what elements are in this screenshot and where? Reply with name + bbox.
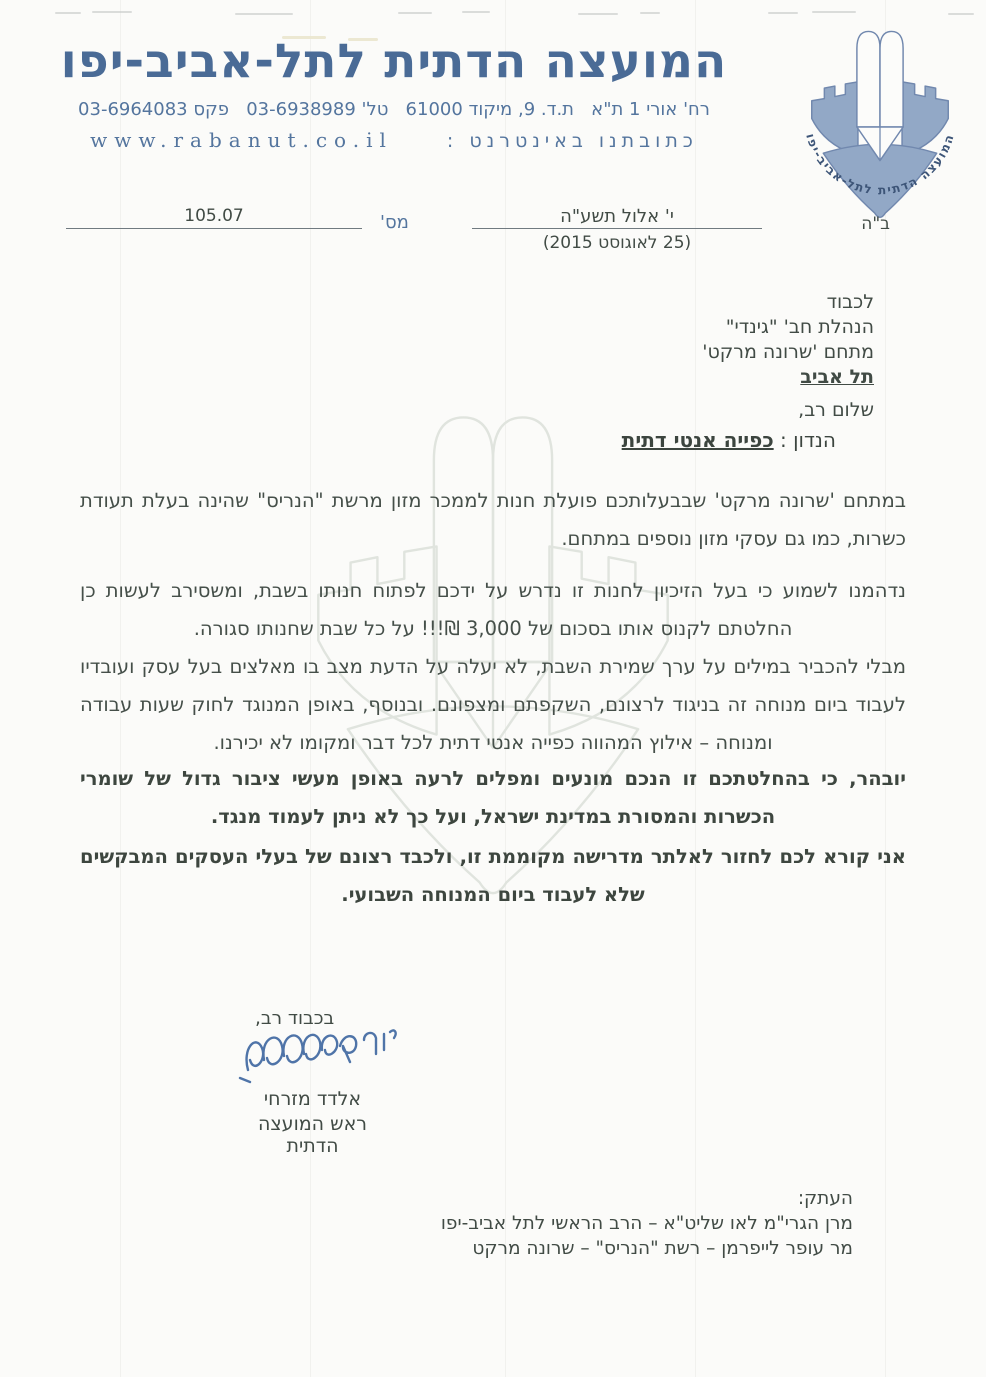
- recipient-line: לכבוד: [826, 291, 874, 313]
- subject-text: כפייה אנטי דתית: [621, 428, 774, 452]
- copies-block: [441, 1186, 853, 1261]
- paragraph: יובהר, כי בהחלטתכם זו הנכם מונעים ומפלים לרעה באופן מעשי ציבור גדול של שומרי הכשרות והמסורת במדינת ישראל, ועל כך לא ניתן לעמוד מנגד.: [80, 767, 906, 828]
- org-name: המועצה הדתית לתל-אביב-יפו: [60, 34, 728, 89]
- signer-name: אלדד מזרחי: [263, 1088, 362, 1110]
- scan-artifact: [462, 11, 490, 13]
- subject-label: הנדון :: [773, 428, 836, 452]
- logo-arc-text: המועצה הדתית לתל-אביב-יפו: [803, 131, 957, 198]
- recipient-block: [702, 290, 874, 390]
- subject-line: [622, 428, 836, 452]
- closing-salutation: בכבוד רב,: [255, 1008, 335, 1029]
- scan-artifact: [812, 11, 856, 13]
- scan-artifact: [92, 11, 132, 13]
- recipient-line: הנהלת חב' "גינדי": [725, 316, 874, 338]
- scan-artifact: [640, 12, 660, 14]
- copy-line: מר עופר לייפרמן – רשת "הנריס" – שרונה מרקט: [472, 1238, 853, 1259]
- paragraph: נדהמנו לשמוע כי בעל הזיכיון לחנות זו נדרש על ידכם לפתוח חנותו בשבת, ומשסירב לעשות כן החלטתם לקנוס אותו בסכום של 3,000 ₪!!! על כל שבת שחנותו סגורה.: [80, 579, 906, 640]
- copy-label: העתק:: [797, 1188, 853, 1209]
- paragraph: אני קורא לכם לחזור לאלתר מדרישה מקוממת זו, ולכבד רצונם של בעלי העסקים המבקשים שלא לעבוד ביום המנוחה השבועי.: [80, 845, 906, 906]
- date-block: [472, 206, 762, 253]
- recipient-line: מתחם 'שרונה מרקט': [702, 341, 874, 363]
- number-label: מס': [380, 212, 409, 233]
- scan-artifact: [948, 13, 974, 15]
- website-url: www.rabanut.co.il: [90, 128, 393, 152]
- scan-artifact: [768, 12, 798, 14]
- handwritten-signature: [238, 1012, 408, 1092]
- scan-artifact: [398, 12, 432, 14]
- number-block: [66, 206, 362, 229]
- org-logo: [795, 22, 965, 232]
- number-value: 105.07: [66, 206, 362, 229]
- greeting: שלום רב,: [798, 399, 874, 421]
- gregorian-date: (25 לאוגוסט 2015): [542, 233, 692, 253]
- org-address: רח' אורי 1 ת"א ת.ד. 9, מיקוד 61000 טל' 03-6938989 פקס 03-6964083: [78, 99, 710, 120]
- paragraph: מבלי להכביר במילים על ערך שמירת השבת, לא יעלה על הדעת מצב בו מאלצים בעל עסק ועובדיו לעבוד ביום מנוחה זה בניגוד לרצונם, השקפתם ומצפונם. ובנוסף, באופן המנוגד לחוק שעות עבודה ומנוחה – אילוץ המהווה כפייה אנטי דתית לכל דבר ומקומו לא יכירנו.: [80, 655, 906, 754]
- scan-artifact: [235, 13, 293, 15]
- scan-artifact: [55, 12, 81, 14]
- website-label: כתובתנו באינטרנט :: [446, 130, 698, 152]
- hebrew-date: י' אלול תשע"ה: [472, 206, 762, 229]
- website-row: [38, 128, 750, 152]
- scan-artifact: [578, 13, 618, 15]
- bsd-mark: ב"ה: [861, 214, 890, 234]
- recipient-city: תל אביב: [800, 366, 874, 388]
- paragraph: במתחם 'שרונה מרקט' שבבעלותכם פועלת חנות לממכר מזון מרשת "הנריס" שהינה בעלת תעודת כשרות, כמו גם עסקי מזון נוספים במתחם.: [80, 489, 906, 550]
- signer-title: ראש המועצה הדתית: [258, 1113, 367, 1157]
- copy-line: מרן הגרי"מ לאו שליט"א – הרב הראשי לתל אביב-יפו: [440, 1213, 853, 1234]
